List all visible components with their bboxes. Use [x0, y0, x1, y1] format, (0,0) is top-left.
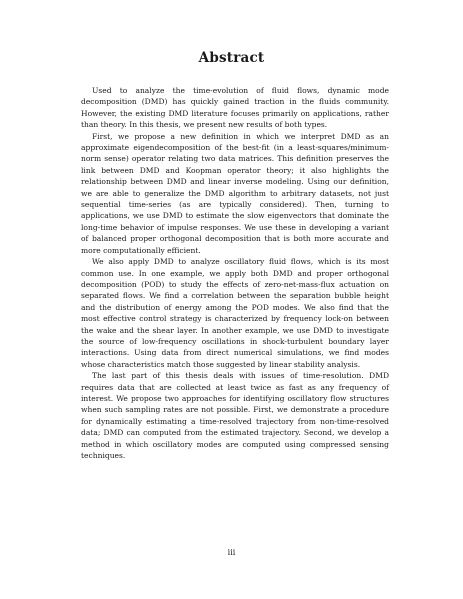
paragraph-time-resolution: The last part of this thesis deals with issues of time-resolution. DMD requires data that are collected at least twice as fast as any frequency of interest. We propose two approaches for identifying oscillatory flow structures when such sampling rates are not possible. First, we demonstrate a procedure for dynamically estimating a time-resolved trajectory from non-time-resolved data; DMD can computed from the estimated trajectory. Second, we develop a method in which oscillatory modes are computed using compressed sensing techniques. — [81, 371, 389, 460]
page-title: Abstract — [198, 50, 265, 66]
paragraph-intro: Used to analyze the time-evolution of fluid flows, dynamic mode decomposition (DMD) has quickly gained traction in the fluids community. However, the existing DMD literature focuses primarily on applications, rather than theory. In this thesis, we present new results of both types. — [81, 86, 389, 130]
page-number: iii — [227, 548, 236, 557]
paragraph-applications: We also apply DMD to analyze oscillatory fluid flows, which is its most common use. In one example, we apply both DMD and proper orthogonal decomposition (POD) to study the effects of zero-net-mass-flux actuation on separated flows. We find a correlation between the separation bubble height and the distribution of energy among the POD modes. We also find that the most effective control strategy is characterized by frequency lock-on between the wake and the shear layer. In another example, we use DMD to investigate the source of low-frequency oscillations in shock-turbulent boundary layer interactions. Using data from direct numerical simulations, we find modes whose characteristics match those suggested by linear stability analysis. — [81, 257, 389, 369]
abstract-body — [81, 85, 389, 461]
paragraph-definition: First, we propose a new definition in which we interpret DMD as an approximate eigendecomposition of the best-fit (in a least-squares/minimum-norm sense) operator relating two data matrices. This definition preserves the link between DMD and Koopman operator theory; it also highlights the relationship between DMD and linear inverse modeling. Using our definition, we are able to generalize the DMD algorithm to arbitrary datasets, not just sequential time-series (as are typically considered). Then, turning to applications, we use DMD to estimate the slow eigenvectors that dominate the long-time behavior of impulse responses. We use these in developing a variant of balanced proper orthogonal decomposition that is both more accurate and more computationally efficient. — [81, 131, 389, 255]
